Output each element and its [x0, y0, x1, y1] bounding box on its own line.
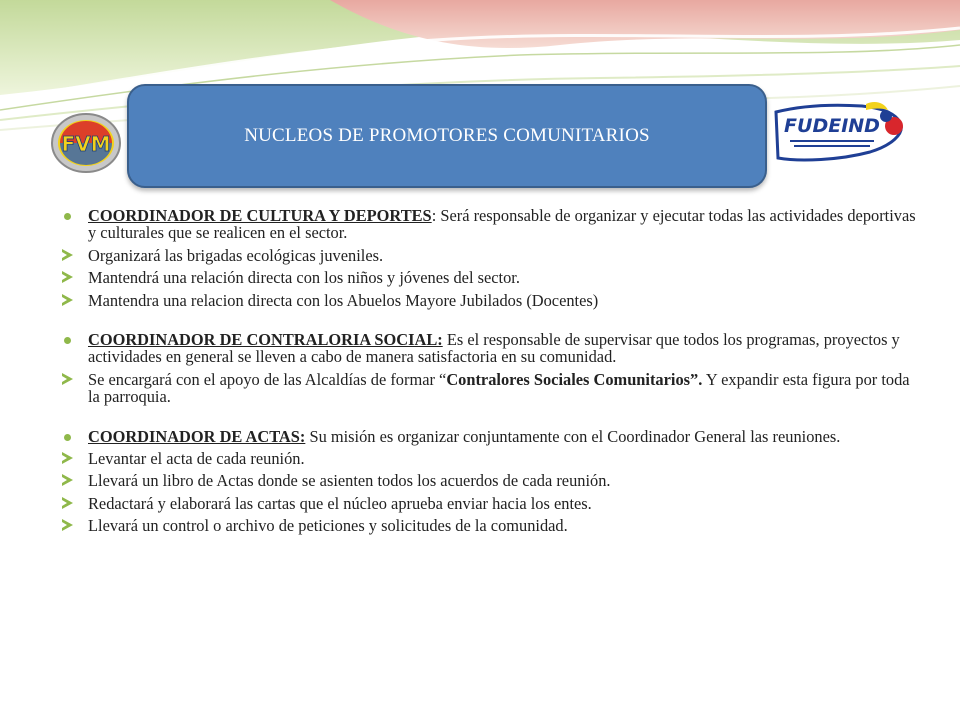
section-heading: COORDINADOR DE CULTURA Y DEPORTES	[88, 206, 432, 225]
section-contraloria	[60, 331, 920, 366]
section-text: Será responsable de organizar y ejecutar todas las actividades deportivas y culturales que se realicen en el sector.	[88, 206, 916, 243]
list-item: Llevará un control o archivo de peticiones y solicitudes de la comunidad.	[60, 517, 920, 534]
svg-text:FVM: FVM	[61, 132, 111, 156]
list-item: Levantar el acta de cada reunión.	[60, 450, 920, 467]
dot-icon	[64, 213, 71, 220]
arrow-icon	[62, 373, 73, 385]
arrow-icon	[62, 452, 73, 464]
list-item: Mantendra una relacion directa con los Abuelos Mayore Jubilados (Docentes)	[60, 292, 920, 309]
fvm-logo	[50, 112, 122, 174]
page-title: NUCLEOS DE PROMOTORES COMUNITARIOS	[244, 125, 650, 146]
arrow-icon	[62, 519, 73, 531]
section-heading: COORDINADOR DE ACTAS:	[88, 426, 306, 446]
svg-text:FUDEIND: FUDEIND	[784, 115, 880, 137]
section-heading: COORDINADOR DE CONTRALORIA SOCIAL:	[88, 330, 443, 350]
title-banner	[127, 84, 767, 188]
section-cultura: COORDINADOR DE CULTURA Y DEPORTES: Será responsable de organizar y ejecutar todas las actividades deportivas y culturales que se realicen en el sector.	[60, 207, 920, 242]
section-actas	[60, 428, 920, 445]
list-item: Mantendrá una relación directa con los niños y jóvenes del sector.	[60, 269, 920, 286]
arrow-icon	[62, 474, 73, 486]
fudeind-logo	[770, 100, 910, 170]
list-item: Organizará las brigadas ecológicas juveniles.	[60, 247, 920, 264]
arrow-icon	[62, 271, 73, 283]
list-item: Se encargará con el apoyo de las Alcaldías de formar “Contralores Sociales Comunitarios”. Y expandir esta figura por toda la parroquia.	[60, 371, 920, 406]
arrow-icon	[62, 294, 73, 306]
list-item: Redactará y elaborará las cartas que el núcleo aprueba enviar hacia los entes.	[60, 495, 920, 512]
arrow-icon	[62, 497, 73, 509]
section-text: Su misión es organizar conjuntamente con el Coordinador General las reuniones.	[309, 426, 841, 446]
dot-icon	[64, 434, 71, 441]
dot-icon	[64, 337, 71, 344]
list-item: Llevará un libro de Actas donde se asienten todos los acuerdos de cada reunión.	[60, 472, 920, 489]
content-body	[60, 207, 920, 535]
section-text: Es el responsable de supervisar que todos los programas, proyectos y actividades en general se lleven a cabo de manera satisfactoria en su comunidad.	[88, 330, 900, 367]
arrow-icon	[62, 249, 73, 261]
